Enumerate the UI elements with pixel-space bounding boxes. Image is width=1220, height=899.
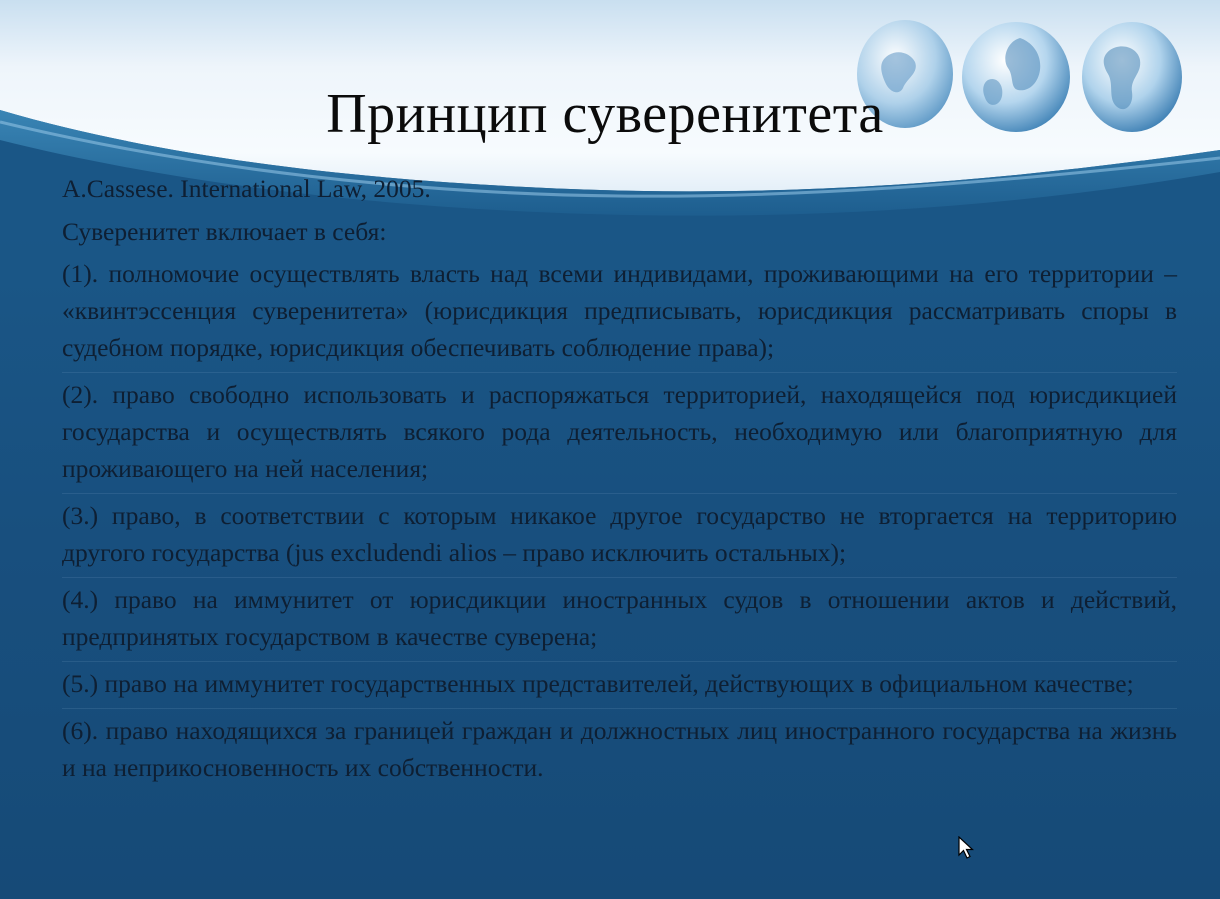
list-item: (1). полномочие осуществлять власть над всеми индивидами, проживающими на его территории – «квинтэссенция суверенитета» (юрисдикция предписывать, юрисдикция рассматривать споры в судебном порядке, юрисдикция обеспечивать соблюдение права); (62, 259, 1177, 362)
mouse-pointer-icon (958, 836, 974, 860)
list-item: (6). право находящихся за границей граждан и должностных лиц иностранного государства на жизнь и на неприкосновенность их собственности. (62, 708, 1177, 788)
slide-body (62, 170, 1177, 792)
intro-text: Суверенитет включает в себя: (62, 217, 387, 246)
list-item: (5.) право на иммунитет государственных представителей, действующих в официальном качестве; (62, 661, 1177, 704)
list-item: (2). право свободно использовать и распоряжаться территорией, находящейся под юрисдикцией государства и осуществлять всякого рода деятельность, необходимую или благоприятную для проживающего на ней населения; (62, 372, 1177, 489)
list-item: (4.) право на иммунитет от юрисдикции иностранных судов в отношении актов и действий, предпринятых государством в качестве суверена; (62, 577, 1177, 657)
list-item: (3.) право, в соответствии с которым никакое другое государство не вторгается на территорию другого государства (jus excludendi alios – право исключить остальных); (62, 493, 1177, 573)
slide-title: Принцип суверенитета (326, 83, 884, 145)
source-citation: A.Cassese. International Law, 2005. (62, 174, 431, 203)
